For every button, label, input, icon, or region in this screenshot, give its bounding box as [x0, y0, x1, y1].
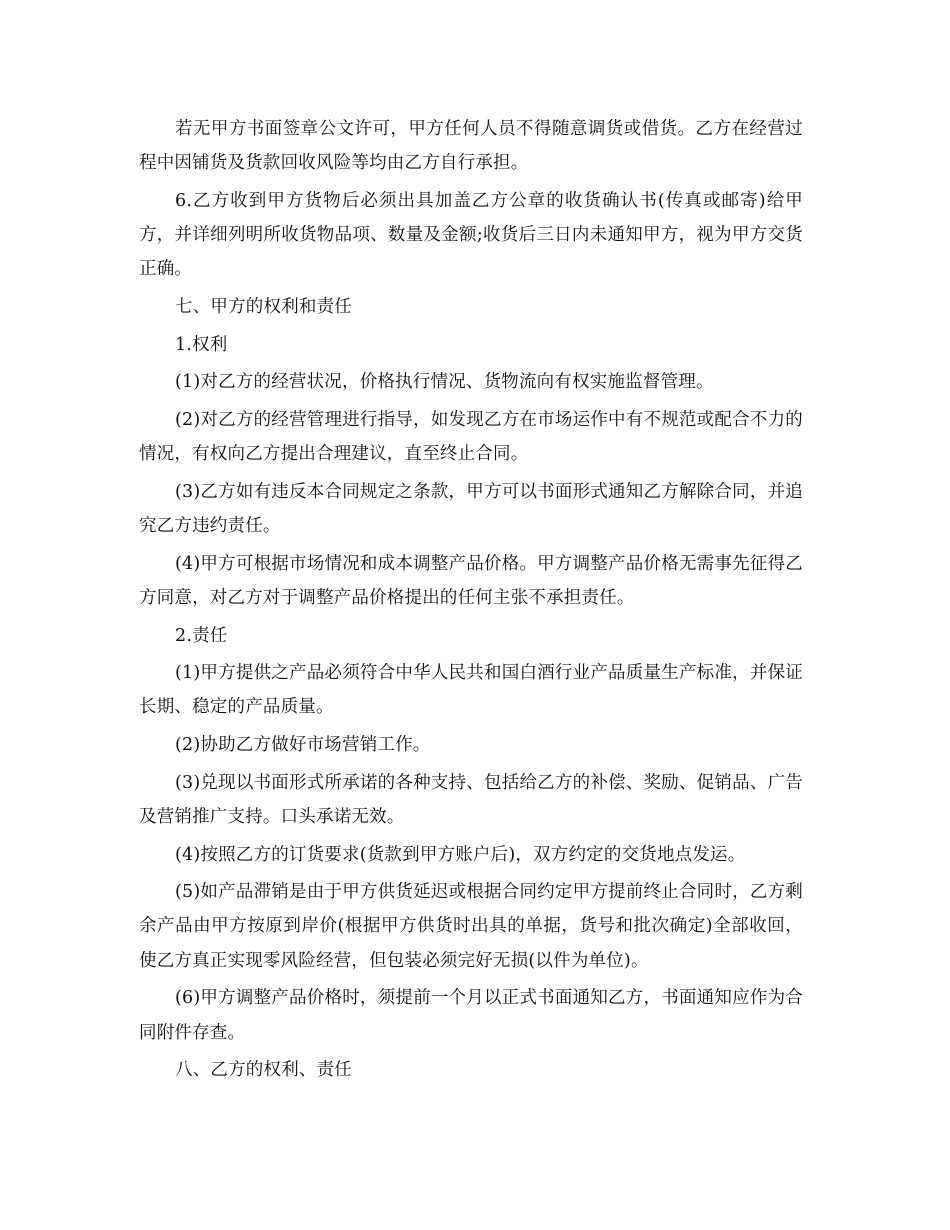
paragraph-responsibility-3: (3)兑现以书面形式所承诺的各种支持、包括给乙方的补偿、奖励、促销品、广告及营销推广支持。口头承诺无效。	[139, 772, 803, 827]
subheading-responsibilities: 2.责任	[175, 625, 228, 646]
section-heading-8: 八、乙方的权利、责任	[175, 1060, 352, 1081]
paragraph-right-2: (2)对乙方的经营管理进行指导，如发现乙方在市场运作中有不规范或配合不力的情况，有权向乙方提出合理建议，直至终止合同。	[139, 409, 803, 465]
paragraph-responsibility-6: (6)甲方调整产品价格时，须提前一个月以正式书面通知乙方，书面通知应作为合同附件存查。	[139, 988, 803, 1043]
paragraph-right-3: (3)乙方如有违反本合同规定之条款，甲方可以书面形式通知乙方解除合同，并追究乙方违约责任。	[139, 481, 803, 537]
paragraph-right-1: (1)对乙方的经营状况，价格执行情况、货物流向有权实施监督管理。	[175, 372, 714, 393]
section-heading-7: 七、甲方的权利和责任	[175, 297, 352, 318]
document-body	[139, 112, 803, 1091]
paragraph-clause-6-receipt: 6.乙方收到甲方货物后必须出具加盖乙方公章的收货确认书(传真或邮寄)给甲方，并详细列明所收货物品项、数量及金额;收货后三日内未通知甲方，视为甲方交货正确。	[139, 190, 803, 280]
paragraph-responsibility-4: (4)按照乙方的订货要求(货款到甲方账户后)，双方约定的交货地点发运。	[175, 844, 746, 865]
paragraph-responsibility-2: (2)协助乙方做好市场营销工作。	[175, 735, 431, 756]
subheading-rights: 1.权利	[175, 334, 228, 355]
paragraph-responsibility-5: (5)如产品滞销是由于甲方供货延迟或根据合同约定甲方提前终止合同时，乙方剩余产品由甲方按原到岸价(根据甲方供货时出具的单据，货号和批次确定)全部收回，使乙方真正实现零风险经营，但包装必须完好无损(以件为单位)。	[139, 882, 803, 971]
paragraph-right-4: (4)甲方可根据市场情况和成本调整产品价格。甲方调整产品价格无需事先征得乙方同意，对乙方对于调整产品价格提出的任何主张不承担责任。	[139, 553, 803, 608]
paragraph-stock-transfer-rule: 若无甲方书面签章公文许可，甲方任何人员不得随意调货或借货。乙方在经营过程中因铺货及货款回收风险等均由乙方自行承担。	[139, 119, 803, 174]
paragraph-responsibility-1: (1)甲方提供之产品必须符合中华人民共和国白酒行业产品质量生产标准，并保证长期、稳定的产品质量。	[139, 663, 803, 718]
